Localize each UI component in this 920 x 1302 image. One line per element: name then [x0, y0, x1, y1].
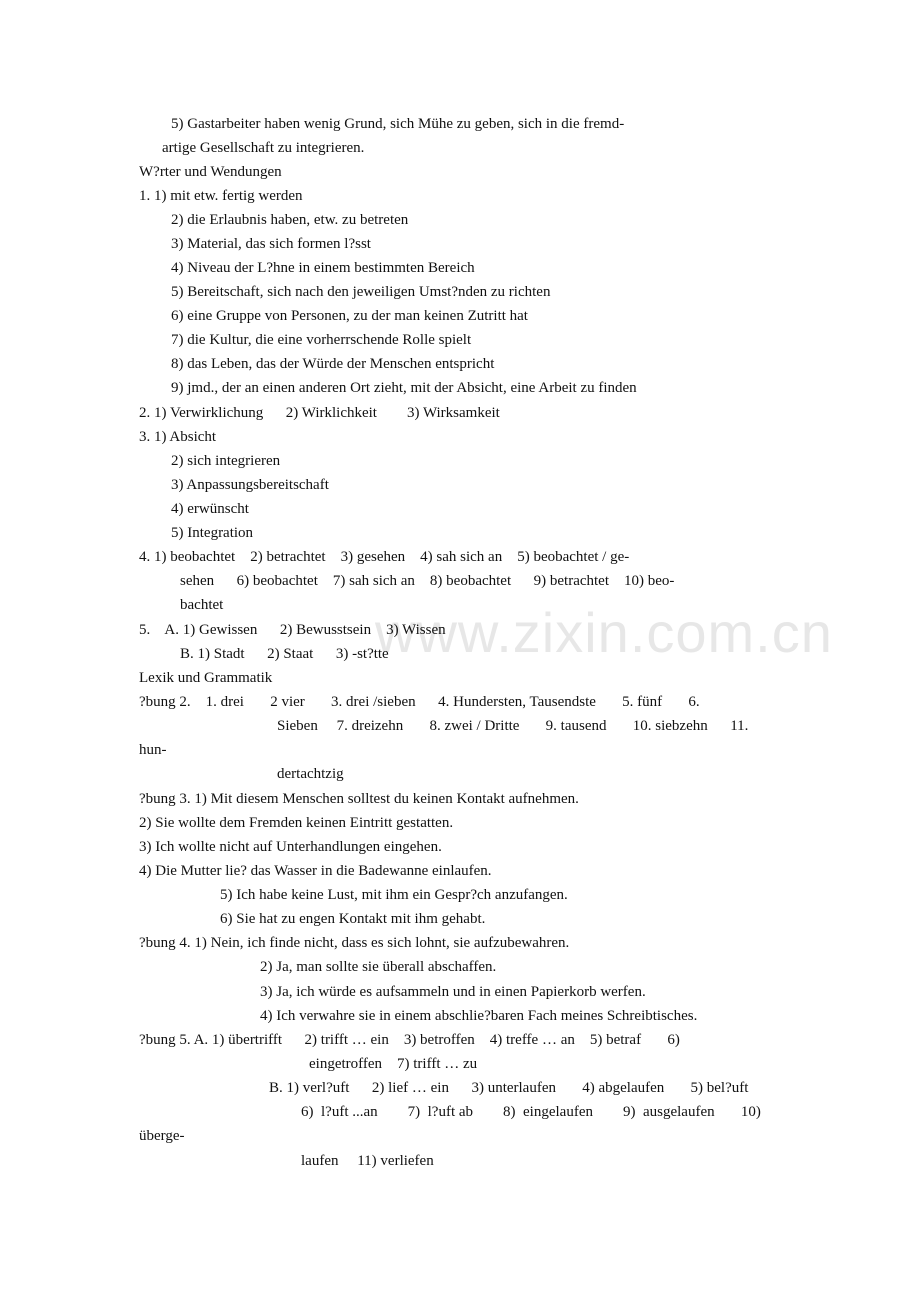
text-line: B. 1) Stadt 2) Staat 3) -st?tte	[180, 646, 389, 662]
text-line: 2) Ja, man sollte sie überall abschaffen.	[260, 959, 497, 975]
text-line: 3) Anpassungsbereitschaft	[171, 477, 329, 493]
text-line: überge-	[139, 1128, 185, 1144]
text-line: 2. 1) Verwirklichung 2) Wirklichkeit 3) Wirksamkeit	[139, 405, 500, 421]
text-line: eingetroffen 7) trifft … zu	[309, 1056, 478, 1072]
text-line: 6) Sie hat zu engen Kontakt mit ihm gehabt.	[220, 911, 486, 927]
text-line: 5) Bereitschaft, sich nach den jeweiligen Umst?nden zu richten	[171, 284, 551, 300]
text-line: ?bung 4. 1) Nein, ich finde nicht, dass es sich lohnt, sie aufzubewahren.	[139, 935, 570, 951]
text-line: 4) Die Mutter lie? das Wasser in die Badewanne einlaufen.	[139, 863, 492, 879]
text-line: 5) Integration	[171, 525, 254, 541]
text-line: 2) sich integrieren	[171, 453, 281, 469]
text-line: 4) erwünscht	[171, 501, 249, 517]
text-line: 4) Ich verwahre sie in einem abschlie?baren Fach meines Schreibtisches.	[260, 1008, 698, 1024]
text-line: 3. 1) Absicht	[139, 429, 217, 445]
text-line: 6) l?uft ...an 7) l?uft ab 8) eingelaufen 9) ausgelaufen 10)	[301, 1104, 761, 1120]
text-line: hun-	[139, 742, 167, 758]
text-line: 5) Ich habe keine Lust, mit ihm ein Gespr?ch anzufangen.	[220, 887, 568, 903]
text-line: sehen 6) beobachtet 7) sah sich an 8) beobachtet 9) betrachtet 10) beo-	[180, 573, 675, 589]
text-line: ?bung 5. A. 1) übertrifft 2) trifft … ein 3) betroffen 4) treffe … an 5) betraf 6)	[139, 1032, 680, 1048]
section-heading: Lexik und Grammatik	[139, 670, 273, 686]
text-line: artige Gesellschaft zu integrieren.	[162, 140, 365, 156]
text-line: 3) Ja, ich würde es aufsammeln und in einen Papierkorb werfen.	[260, 984, 646, 1000]
text-line: 6) eine Gruppe von Personen, zu der man keinen Zutritt hat	[171, 308, 528, 324]
text-line: ?bung 2. 1. drei 2 vier 3. drei /sieben 4. Hundersten, Tausendste 5. fünf 6.	[139, 694, 700, 710]
text-line: B. 1) verl?uft 2) lief … ein 3) unterlaufen 4) abgelaufen 5) bel?uft	[269, 1080, 749, 1096]
text-line: ?bung 3. 1) Mit diesem Menschen solltest du keinen Kontakt aufnehmen.	[139, 791, 579, 807]
text-line: dertachtzig	[277, 766, 344, 782]
text-line: 4. 1) beobachtet 2) betrachtet 3) gesehen 4) sah sich an 5) beobachtet / ge-	[139, 549, 630, 565]
section-heading: W?rter und Wendungen	[139, 164, 282, 180]
text-line: 2) die Erlaubnis haben, etw. zu betreten	[171, 212, 409, 228]
watermark: www.zixin.com.cn	[375, 601, 833, 664]
text-line: 5) Gastarbeiter haben wenig Grund, sich Mühe zu geben, sich in die fremd-	[171, 116, 625, 132]
text-line: laufen 11) verliefen	[301, 1153, 434, 1169]
text-line: 2) Sie wollte dem Fremden keinen Eintritt gestatten.	[139, 815, 454, 831]
text-line: Sieben 7. dreizehn 8. zwei / Dritte 9. tausend 10. siebzehn 11.	[277, 718, 749, 734]
text-line: 3) Ich wollte nicht auf Unterhandlungen eingehen.	[139, 839, 442, 855]
text-line: 4) Niveau der L?hne in einem bestimmten Bereich	[171, 260, 475, 276]
text-line: 3) Material, das sich formen l?sst	[171, 236, 371, 252]
text-line: bachtet	[180, 597, 224, 613]
text-line: 8) das Leben, das der Würde der Menschen entspricht	[171, 356, 495, 372]
text-line: 1. 1) mit etw. fertig werden	[139, 188, 303, 204]
text-line: 7) die Kultur, die eine vorherrschende Rolle spielt	[171, 332, 472, 348]
text-line: 5. A. 1) Gewissen 2) Bewusstsein 3) Wissen	[139, 622, 446, 638]
text-line: 9) jmd., der an einen anderen Ort zieht, mit der Absicht, eine Arbeit zu finden	[171, 380, 637, 396]
